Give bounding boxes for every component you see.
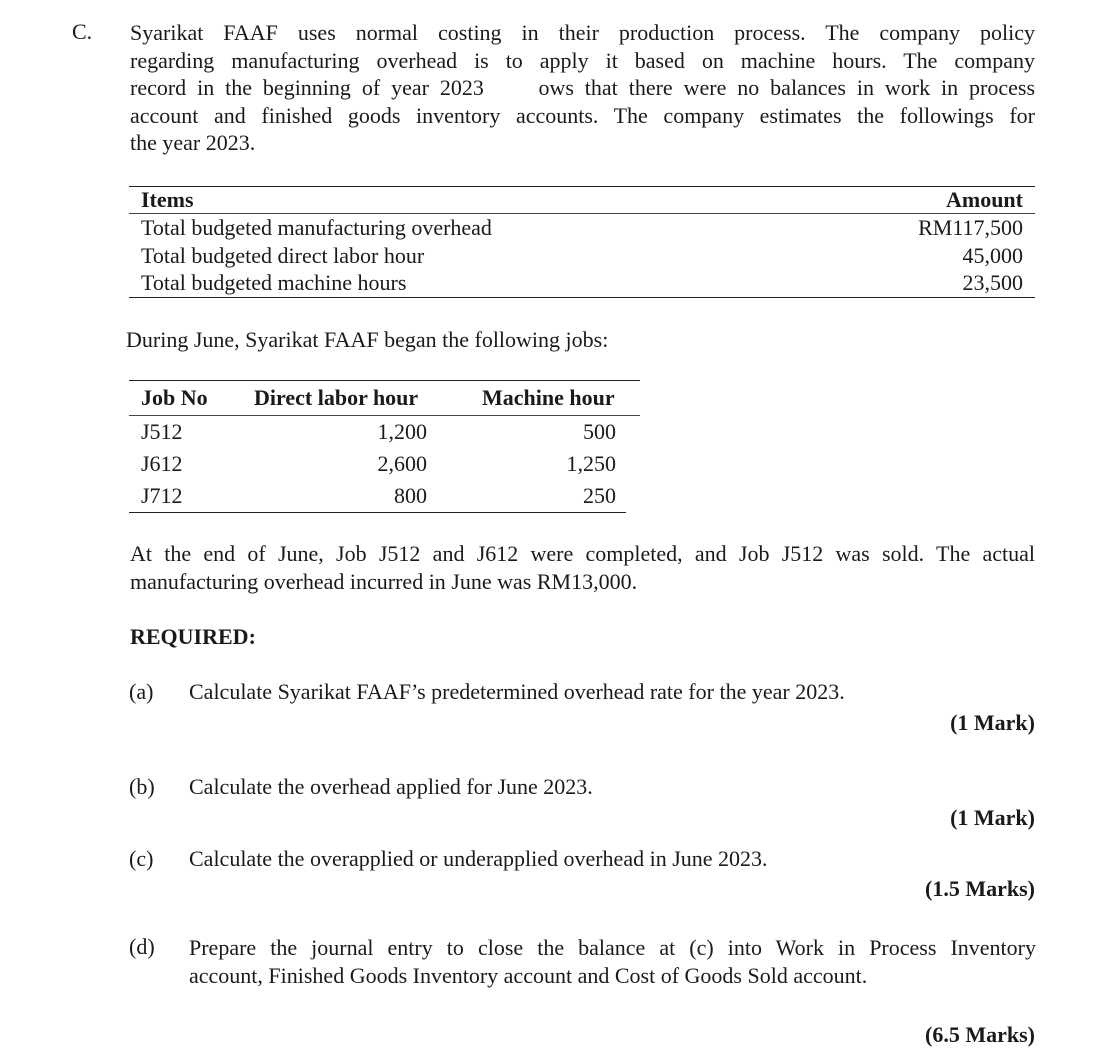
table-row (129, 269, 1035, 297)
header-machine-hour: Machine hour (482, 385, 615, 410)
item-cell: Total budgeted machine hours (141, 270, 407, 295)
header-direct-labor-hour: Direct labor hour (254, 385, 419, 410)
item-cell: Total budgeted manufacturing overhead (141, 215, 492, 240)
job-cell: J612 (141, 451, 183, 476)
table-rule (129, 297, 1035, 298)
question-text-b: Calculate the overhead applied for June 2023. (189, 774, 593, 799)
table-header-row (129, 187, 1035, 213)
dlh-cell: 1,200 (377, 419, 427, 444)
question-label-b: (b) (129, 774, 155, 799)
summary-line: At the end of June, Job J512 and J612 were completed, and Job J512 was sold. The actual (130, 541, 1035, 566)
june-summary-paragraph (130, 540, 1035, 596)
table-header-row (129, 381, 640, 415)
table-row (129, 242, 1035, 270)
question-d-line: account, Finished Goods Inventory account and Cost of Goods Sold account. (189, 963, 868, 988)
question-label-a: (a) (129, 679, 154, 704)
budget-table (129, 186, 1035, 298)
intro-line: the year 2023. (130, 130, 256, 155)
table-row (129, 480, 640, 512)
dlh-cell: 2,600 (377, 451, 427, 476)
amount-cell: 23,500 (962, 270, 1023, 295)
section-label: C. (72, 19, 93, 44)
required-heading: REQUIRED: (130, 624, 256, 649)
marks-d: (6.5 Marks) (925, 1022, 1035, 1047)
intro-paragraph (130, 19, 1035, 157)
amount-cell: 45,000 (962, 242, 1023, 268)
intro-line: record in the beginning of year 2023 ows that there were no balances in work in process (130, 75, 1035, 100)
question-text-c: Calculate the overapplied or underapplied overhead in June 2023. (189, 846, 768, 871)
amount-cell: RM117,500 (918, 215, 1023, 240)
mh-cell: 250 (583, 483, 616, 508)
question-text-d (189, 934, 1036, 990)
marks-a: (1 Mark) (950, 710, 1035, 735)
marks-c: (1.5 Marks) (925, 876, 1035, 901)
table-rule (129, 512, 626, 513)
jobs-table (129, 380, 640, 513)
mh-cell: 1,250 (566, 451, 616, 476)
header-amount: Amount (945, 187, 1023, 212)
table-row (129, 416, 640, 448)
header-items: Items (141, 187, 194, 212)
question-label-d: (d) (129, 934, 155, 959)
question-d-line: Prepare the journal entry to close the balance at (c) into Work in Process Inventory (189, 935, 1036, 960)
intro-line: Syarikat FAAF uses normal costing in their production process. The company policy (130, 20, 1035, 45)
intro-line: regarding manufacturing overhead is to apply it based on machine hours. The company (130, 47, 1035, 73)
question-text-a: Calculate Syarikat FAAF’s predetermined overhead rate for the year 2023. (189, 679, 845, 704)
table-row (129, 448, 640, 480)
dlh-cell: 800 (394, 483, 427, 508)
job-cell: J712 (141, 483, 183, 508)
mh-cell: 500 (583, 419, 616, 444)
marks-b: (1 Mark) (950, 805, 1035, 830)
job-cell: J512 (141, 419, 183, 444)
summary-line: manufacturing overhead incurred in June was RM13,000. (130, 569, 638, 594)
table-row (129, 214, 1035, 242)
intro-line: account and finished goods inventory accounts. The company estimates the followings for (130, 102, 1035, 128)
question-label-c: (c) (129, 846, 154, 871)
jobs-intro-text: During June, Syarikat FAAF began the following jobs: (126, 327, 609, 352)
header-job-no: Job No (141, 385, 208, 410)
item-cell: Total budgeted direct labor hour (141, 242, 425, 268)
